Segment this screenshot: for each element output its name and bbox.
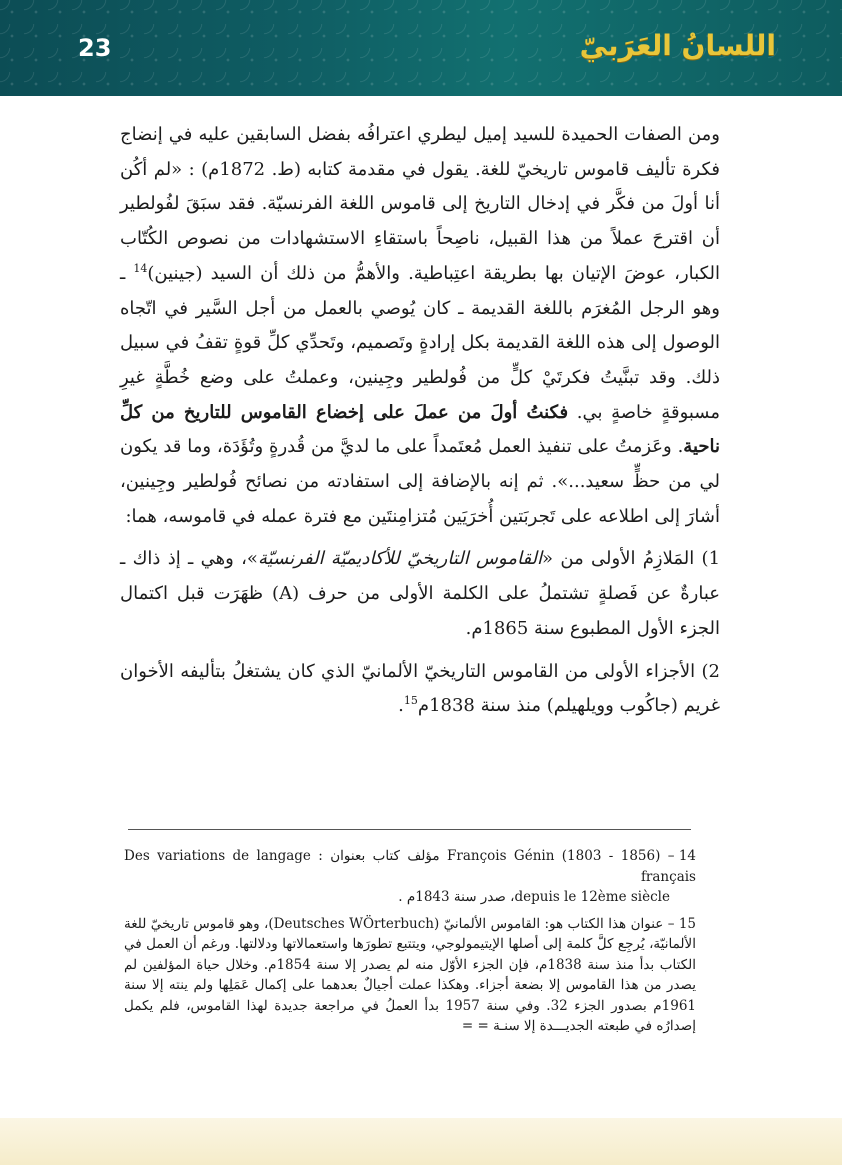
- footnotes: [124, 846, 696, 1043]
- footnote-15: [124, 914, 696, 1037]
- footnote-ref-15[interactable]: 15: [403, 694, 418, 708]
- paragraph-text: ومن الصفات الحميدة للسيد إميل ليطري اعترافُه بفضل السابقين عليه في إنضاج فكرة تأليف قاموس تاريخيّ للغة. يقول في مقدمة كتابه (ط. 1872م) : «لم أكُن أنا أولَ من فكَّر في إدخال التاريخ إلى قاموس اللغة الفرنسيّة. فقد سبَقَ لفُولطير أن اقترحَ عملاً من هذا القبيل، ناصِحاً باستقاءِ الاستشهادات من نصوص الكُتّاب الكبار، عوضَ الإتيان بها بطريقة اعتِباطية. والأهمُّ من ذلك أن السيد (جينين): [120, 124, 721, 284]
- footnote-number: 14 –: [667, 848, 697, 864]
- footnote-14: [124, 846, 696, 908]
- list-item-2-text: 2) الأجزاء الأولى من القاموس التاريخيّ الألمانيّ الذي كان يشتغلُ بتأليفه الأخوان غريم (جاكُوب وويلهيلم) منذ سنة 1838م: [120, 660, 720, 717]
- footnote-15-text: عنوان هذا الكتاب هو: القاموس الألمانيّ (Deutsches WÖrterbuch)، وهو قاموس تاريخيّ للغة الألمانيّة، يُرجِع كلَّ كلمة إلى أصلها الإيتيمولوجي، ويتتبع تطورَها واستعمالاتها ودلالتها. ورغم أن العمل في الكتاب بدأ منذ سنة 1838م، فإن الجزء الأوّل منه لم يصدر إلا سنة 1854م. وخلال حياة المؤلفين لم يصدر من هذا القاموس إلا بضعة أجزاء. وهكذا عملت أجيالٌ بعدهما على إكمال عَمَلِها ولم ينته إلا سنة 1961م بصدور الجزء 32. وفي سنة 1957 بدأ العملُ في مراجعة جديدة لهذا القاموس، فلم يكمل إصدارُه في طبعته الجديـــدة إلا سنـة = =: [124, 915, 697, 1034]
- paragraph-main: [120, 118, 720, 534]
- footnote-separator: [128, 829, 691, 830]
- emphasized-quote: فكنتُ أولَ من عملَ على إخضاع القاموس للتاريخ من كلِّ ناحية: [120, 401, 720, 458]
- footnote-ref-14[interactable]: 14: [133, 261, 148, 275]
- list-item-1-rest: »، وهي ـ إذ ذاك ـ عبارةٌ عن فَصلةٍ تشتملُ على الكلمة الأولى من حرف (A) ظهَرَت قبل اكتمال الجزء الأول المطبوع سنة 1865م.: [120, 548, 720, 639]
- journal-logo: اللسانُ العَرَبيّ: [579, 29, 776, 62]
- footnote-14-text-cont: depuis le 12ème siècle، صدر سنة 1843م .: [398, 889, 670, 905]
- list-item-1-title: القاموس التاريخيّ للأكاديميّة الفرنسيّة: [257, 548, 543, 570]
- paragraph-text-end: . وعَزمتُ على تنفيذ العمل مُعتَمداً على ما لديَّ من قُدرةٍ وتُؤَدَة، وما قد يكون لي من حظٍّ سعيد...». ثم إنه بالإضافة إلى استفادته من نصائح فُولطير وجِينين، أشارَ إلى اطلاعه على تَجربَتين أُخرَيَين مُتزامِنتَين مع فترة عمله في قاموسه، هما:: [120, 436, 720, 527]
- footnote-14-text: François Génin (1803 - 1856) مؤلف كتاب بعنوان : Des variations de langage français: [124, 848, 696, 885]
- list-item-1-text: 1) المَلازِمُ الأولى من «: [542, 548, 721, 570]
- list-item-2: [120, 655, 720, 724]
- list-item-2-end: .: [398, 695, 404, 717]
- paragraph-text-continued: ـ وهو الرجل المُغرَم باللغة القديمة ـ كان يُوصي بالعمل من أجل السَّير في اتّجاه الوصول إلى هذه اللغة القديمة بكل إرادةٍ وتَصميم، وتَحدِّي كلِّ قوةٍ تقفُ في سبيل ذلك. وقد تبنَّيتُ فكرتَيْ كلٍّ من فُولطير وجِينين، وعملتُ على وضع خُطَّةٍ غيرِ مسبوقةٍ خاصةٍ بي.: [120, 262, 720, 423]
- page-footer-band: [0, 1118, 842, 1165]
- article-body: [120, 118, 720, 724]
- page-number: 23: [78, 34, 112, 62]
- list-item-1: [120, 542, 720, 646]
- page-header: [0, 0, 842, 96]
- footnote-number: 15 –: [667, 915, 697, 932]
